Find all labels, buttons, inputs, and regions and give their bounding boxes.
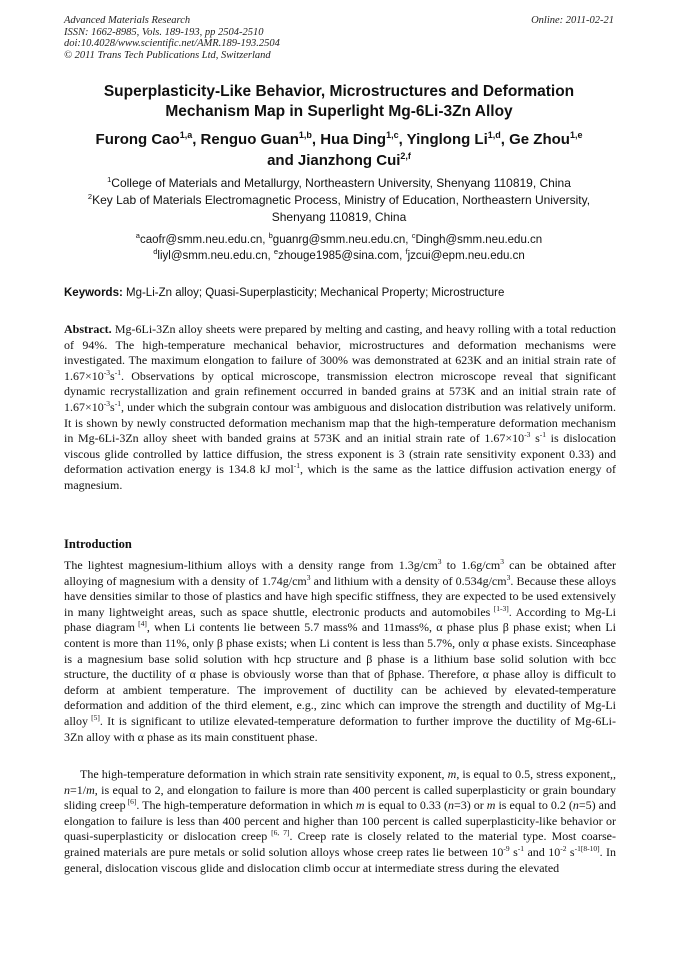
body-text: , when Li contents lie between 5.7 mass% and 11mass%, α phase plus β phase exist; when Li content is more than 11%, only β phase exists; when Li content is less than 5.7%, only α phase exists. Sinceαphase is a magnesium base solid solution with hcp structure and β phase is a lithium base solid solution with bcc structure, the ductility of α phase is obviously worse than that of βphase. Therefore, α phase alloy is difficult to deform at ambient temperature. The improvement of ductility can be achieved by elevated-temperature deformation and addition of the third element, e.g., zinc which can improve the strength and ductility of Mg-Li alloy bbox=[64, 620, 617, 728]
symbol-m: m bbox=[86, 782, 95, 797]
email-marker: c bbox=[411, 231, 416, 241]
keywords-label: Keywords: bbox=[64, 287, 123, 299]
superscript: -1 bbox=[539, 430, 547, 440]
intro-paragraph-1 bbox=[64, 558, 616, 745]
body-text: . According to Mg-Li phase diagram bbox=[64, 604, 616, 635]
email-address[interactable]: Dingh@smm.neu.edu.cn bbox=[415, 234, 543, 246]
abstract-label: Abstract. bbox=[64, 322, 112, 336]
symbol-n: n bbox=[447, 798, 454, 813]
doi-line[interactable]: doi:10.4028/www.scientific.net/AMR.189-193.2504 bbox=[64, 38, 280, 49]
online-date: Online: 2011-02-21 bbox=[531, 15, 614, 26]
author-line-2 bbox=[60, 150, 618, 171]
email-line-1 bbox=[60, 232, 618, 248]
citation-ref[interactable]: [6, 7] bbox=[267, 828, 290, 838]
body-text: The lightest magnesium-lithium alloys with a density range from 1.3g/cm bbox=[64, 558, 438, 572]
symbol-n: n bbox=[64, 782, 70, 797]
intro-paragraph-2 bbox=[64, 767, 616, 876]
symbol-m: m bbox=[486, 798, 496, 813]
issn-line: ISSN: 1662-8985, Vols. 189-193, pp 2504-2510 bbox=[64, 26, 264, 38]
email-address[interactable]: caofr@smm.neu.edu.cn, bbox=[139, 234, 266, 246]
abstract-text: is dislocation viscous glide controlled by lattice diffusion, the stress exponent is 3 (strain rate sensitivity exponent 0.33) and deformation activation energy is 134.8 kJ mol bbox=[64, 431, 616, 477]
author-affil-sup: 1,c bbox=[386, 130, 399, 140]
email-address[interactable]: guanrg@smm.neu.edu.cn, bbox=[272, 234, 409, 246]
abstract-text: Mg-6Li-3Zn alloy sheets were prepared by melting and casting, and heavy rolling with a total reduction of 94%. The high-temperature mechanical behavior, microstructures and deformation mechanisms were investigated. The maximum elongation to failure of 300% was demonstrated at 623K and an initial strain rate of 1.67×10 bbox=[64, 322, 617, 383]
body-text: s bbox=[566, 844, 575, 859]
superscript: -2 bbox=[560, 843, 567, 853]
title-line-1: Superplasticity-Like Behavior, Microstructures and Deformation bbox=[103, 83, 575, 100]
superscript: -3 bbox=[524, 430, 531, 440]
symbol-m: m bbox=[447, 767, 457, 781]
citation-ref[interactable]: [1-3] bbox=[490, 603, 509, 613]
email-marker: a bbox=[135, 231, 140, 241]
affil-text: Key Lab of Materials Electromagnetic Process, Ministry of Education, Northeastern University, bbox=[92, 193, 591, 207]
body-text: is equal to 0.33 ( bbox=[364, 798, 448, 813]
author-list bbox=[60, 129, 618, 171]
abstract-text: , which is the same as the lattice diffusion activation energy of magnesium. bbox=[64, 462, 616, 492]
body-text: , is equal to 2, and elongation to failure is more than 400 percent is called superplasticity or grain boundary sliding creep bbox=[64, 782, 616, 813]
email-address[interactable]: zhouge1985@sina.com, bbox=[278, 250, 403, 262]
superscript: -3 bbox=[103, 367, 111, 377]
body-text: The high-temperature deformation in which strain rate sensitivity exponent, bbox=[80, 767, 448, 781]
body-text: and lithium with a density of 0.534g/cm bbox=[310, 573, 507, 588]
author-name: Renguo Guan bbox=[200, 131, 299, 148]
author-line-1: Furong Cao$^{1,a}$, Renguo Guan$^{1,b}$, Hua Ding$^{1,c}$, Yinglong Li$^{1,d}$, Ge Zhou$^{1,e}$ bbox=[95, 130, 583, 148]
paper-title bbox=[60, 82, 618, 122]
author-affil-sup: 2,f bbox=[400, 151, 411, 161]
abstract-text: s bbox=[530, 431, 540, 446]
author-name: Yinglong Li bbox=[406, 131, 488, 148]
body-text: . Creep rate is closely related to the material type. Most coarse-grained materials are pure metals or solid solution alloys whose creep rates lie between 10 bbox=[64, 829, 616, 859]
superscript: -1[8-10] bbox=[574, 843, 600, 853]
email-list bbox=[60, 232, 618, 264]
author-affil-sup: 1,b bbox=[298, 130, 312, 140]
author-name: Hua Ding bbox=[320, 131, 387, 148]
journal-header bbox=[64, 15, 280, 61]
affiliation-1 bbox=[60, 175, 618, 192]
superscript: -1 bbox=[517, 843, 524, 853]
copyright-line: © 2011 Trans Tech Publications Ltd, Switzerland bbox=[64, 49, 271, 61]
author-affil-sup: 1,d bbox=[487, 130, 501, 140]
body-text: =1/ bbox=[70, 782, 87, 797]
body-text: =5) and elongation to failure is less than 400 percent and higher than 100 percent is called superplasticity-like behavior or quasi-superplasticity or dislocation creep bbox=[64, 798, 616, 844]
abstract-text: s bbox=[110, 368, 115, 383]
abstract-text: , under which the subgrain contour was ambiguous and dislocation distribution was relatively uniform. It is shown by newly constructed deformation mechanism map that the high-temperature deformation mechanism in Mg-6Li-3Zn alloy sheet with banded grains at 573K and an initial strain rate of 1.67×10 bbox=[64, 399, 616, 446]
title-line-2: Mechanism Map in Superlight Mg-6Li-3Zn Alloy bbox=[165, 103, 513, 120]
author-name: Furong Cao bbox=[95, 131, 180, 148]
citation-ref[interactable]: [5] bbox=[88, 712, 100, 722]
keywords bbox=[64, 286, 616, 301]
citation-ref[interactable]: [4] bbox=[134, 619, 147, 629]
citation-ref[interactable]: [6] bbox=[125, 797, 137, 807]
affil-marker: 2 bbox=[87, 192, 93, 201]
body-text: is equal to 0.2 ( bbox=[495, 798, 573, 813]
author-affil-sup: 1,a bbox=[179, 130, 193, 140]
body-text: and 10 bbox=[524, 844, 561, 859]
superscript: -9 bbox=[503, 843, 510, 853]
email-address[interactable]: liyl@smm.neu.edu.cn, bbox=[157, 250, 271, 262]
email-marker: f bbox=[405, 247, 408, 257]
abstract-text: s bbox=[110, 399, 115, 414]
affil-text: College of Materials and Metallurgy, Northeastern University, Shenyang 110819, China bbox=[111, 176, 571, 190]
superscript: 3 bbox=[437, 557, 442, 566]
author-name: Ge Zhou bbox=[509, 131, 570, 148]
superscript: -1 bbox=[114, 398, 121, 408]
symbol-m: m bbox=[355, 798, 365, 813]
body-text: . In general, dislocation viscous glide and dislocation climb occur at intermediate stress during the elevated bbox=[64, 844, 617, 875]
body-text: s bbox=[509, 844, 518, 859]
email-marker: b bbox=[268, 231, 273, 241]
body-text: . Because these alloys have densities similar to those of plastics and have high specific stiffness, they are expected to be used extensively in many lightweight areas, such as space shuttle, electronic products and automobiles bbox=[64, 573, 616, 619]
body-text: . The high-temperature deformation in which bbox=[136, 798, 356, 813]
email-line-2 bbox=[60, 248, 618, 264]
superscript: -1 bbox=[114, 367, 121, 377]
body-text: =3) or bbox=[453, 798, 487, 813]
abstract bbox=[64, 322, 616, 494]
author-and: and bbox=[267, 152, 294, 169]
abstract-text: . Observations by optical microscope, transmission electron microscope reveal that significant dynamic recrystallization and grain refinement occurred in banded grains at 573K and an initial strain rate of 1.67×10 bbox=[64, 368, 616, 414]
body-text: . It is significant to utilize elevated-temperature deformation to further improve the ductility of Mg-6Li-3Zn alloy with α phase as its main constituent phase. bbox=[64, 713, 616, 744]
affiliation-2 bbox=[60, 192, 618, 209]
symbol-n: n bbox=[572, 798, 579, 813]
superscript: -1 bbox=[293, 461, 300, 471]
affiliations bbox=[60, 175, 618, 226]
author-affil-sup: 1,e bbox=[569, 130, 583, 140]
author-name: Jianzhong Cui bbox=[297, 152, 401, 169]
body-text: to 1.6g/cm bbox=[441, 558, 501, 572]
section-heading-introduction: Introduction bbox=[64, 537, 132, 551]
email-marker: e bbox=[273, 247, 279, 257]
superscript: 3 bbox=[306, 572, 311, 582]
superscript: 3 bbox=[500, 557, 504, 566]
keywords-text: Mg-Li-Zn alloy; Quasi-Superplasticity; Mechanical Property; Microstructure bbox=[126, 287, 505, 299]
body-text: can be obtained after alloying of magnesium with a density of 1.74g/cm bbox=[64, 558, 617, 588]
email-marker: d bbox=[153, 247, 158, 257]
affil-marker: 1 bbox=[107, 175, 112, 184]
superscript: -3 bbox=[103, 398, 111, 408]
journal-name: Advanced Materials Research bbox=[64, 15, 191, 26]
affiliation-2-cont: Shenyang 110819, China bbox=[271, 210, 407, 224]
body-text: , is equal to 0.5, stress exponent,, bbox=[456, 767, 617, 781]
superscript: 3 bbox=[506, 572, 511, 582]
email-address[interactable]: jzcui@epm.neu.edu.cn bbox=[407, 250, 525, 262]
